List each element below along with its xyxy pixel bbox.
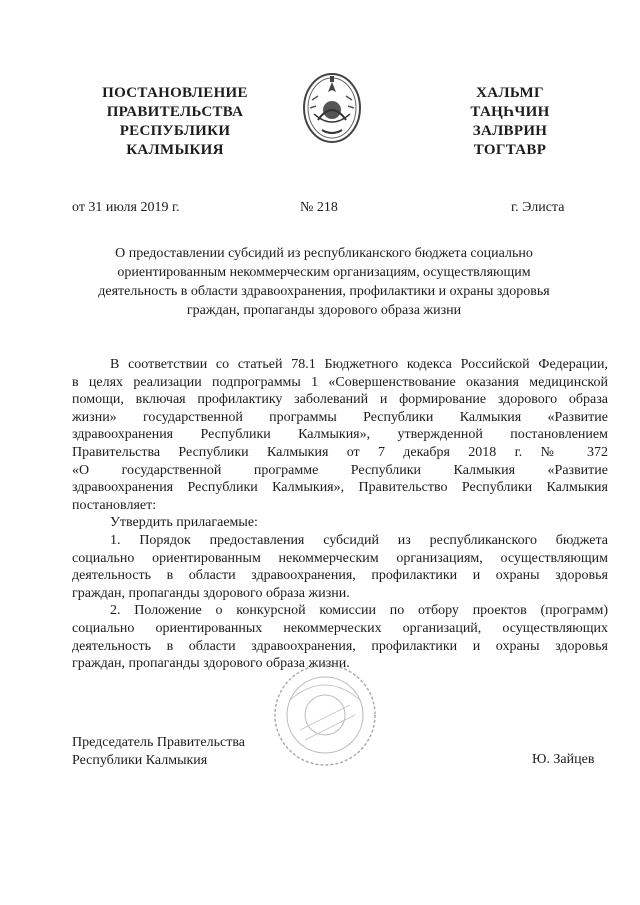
header-left-line: КАЛМЫКИЯ — [126, 142, 224, 158]
document-number: № 218 — [300, 200, 338, 215]
header-left-line: РЕСПУБЛИКИ — [119, 123, 231, 139]
body-line: социально ориентированных некоммерческих организаций, осуществляющих — [72, 620, 608, 636]
header-left — [90, 84, 260, 160]
body-line: постановляет: — [72, 497, 157, 513]
title-line: О предоставлении субсидий из республиканского бюджета социально — [115, 246, 533, 261]
body-line: Правительства Республики Калмыкия от 7 декабря 2018 г. № 372 — [72, 444, 608, 460]
signature-position-line: Председатель Правительства — [72, 735, 245, 750]
body-line: в целях реализации подпрограммы 1 «Совершенствование оказания медицинской — [72, 374, 608, 390]
body-line: 1. Порядок предоставления субсидий из республиканского бюджета — [110, 532, 608, 548]
document-title — [80, 244, 568, 320]
header-right — [455, 84, 565, 160]
title-line: деятельность в области здравоохранения, профилактики и охраны здоровья — [98, 284, 550, 299]
body-line: социально ориентированным некоммерческим организациям, осуществляющим — [72, 550, 608, 566]
document-body — [72, 356, 608, 673]
header-left-line: ПОСТАНОВЛЕНИЕ — [102, 85, 248, 101]
body-line: 2. Положение о конкурсной комиссии по отбору проектов (программ) — [110, 603, 608, 619]
header-right-line: ТАҢҺЧИН — [470, 104, 550, 120]
header-right-line: ЗАЛВРИН — [472, 123, 548, 139]
header-left-line: ПРАВИТЕЛЬСТВА — [106, 104, 244, 120]
document-city: г. Элиста — [511, 200, 565, 215]
body-line: В соответствии со статьей 78.1 Бюджетного кодекса Российской Федерации, — [110, 357, 608, 372]
header-right-line: ХАЛЬМГ — [476, 85, 544, 101]
document-date: от 31 июля 2019 г. — [72, 200, 180, 215]
body-line: граждан, пропаганды здорового образа жизни. — [72, 656, 350, 672]
body-line: жизни» государственной программы Республики Калмыкия «Развитие — [72, 409, 608, 425]
signature-name: Ю. Зайцев — [532, 752, 595, 767]
body-line: граждан, пропаганды здорового образа жизни. — [72, 585, 350, 601]
body-line: деятельность в области здравоохранения, профилактики и охраны здоровья — [72, 638, 608, 654]
body-line: помощи, включая профилактику заболеваний и формирование здорового образа — [72, 392, 608, 408]
signature-position-line: Республики Калмыкия — [72, 753, 208, 768]
body-line: Утвердить прилагаемые: — [110, 515, 258, 531]
coat-of-arms-emblem — [300, 70, 364, 148]
title-line: ориентированным некоммерческим организациям, осуществляющим — [117, 265, 531, 280]
stamp-image — [270, 660, 380, 770]
body-line: «О государственной программе Республики Калмыкия «Развитие — [72, 462, 608, 478]
header-right-line: ТОГТАВР — [473, 142, 547, 158]
body-line: деятельность в области здравоохранения, профилактики и охраны здоровья — [72, 568, 608, 584]
signature-position — [72, 734, 245, 770]
body-line: здравоохранения Республики Калмыкия», Правительство Республики Калмыкия — [72, 480, 608, 496]
body-line: здравоохранения Республики Калмыкия», утвержденной постановлением — [72, 427, 608, 443]
title-line: граждан, пропаганды здорового образа жизни — [186, 303, 462, 318]
